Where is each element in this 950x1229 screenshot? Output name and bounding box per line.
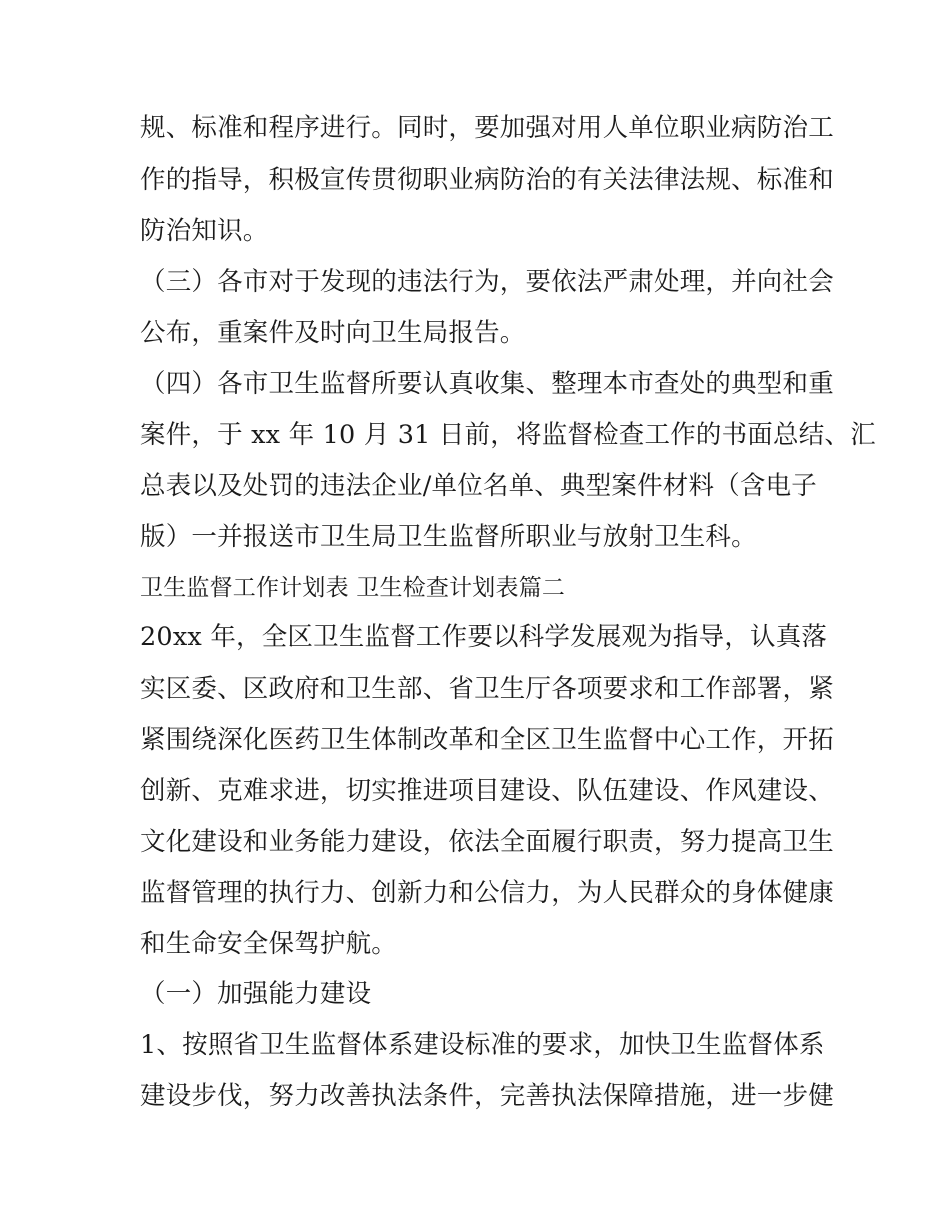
text-line: 作的指导，积极宣传贯彻职业病防治的有关法律法规、标准和 [140,165,834,195]
text-line: 紧围绕深化医药卫生体制改革和全区卫生监督中心工作，开拓 [140,725,834,755]
text-line: 公布，重案件及时向卫生局报告。 [140,318,526,348]
text-line: （三）各市对于发现的违法行为，要依法严肃处理，并向社会 [140,267,834,297]
text-line: 实区委、区政府和卫生部、省卫生厅各项要求和工作部署，紧 [140,674,834,704]
text-line: 版）一并报送市卫生局卫生监督所职业与放射卫生科。 [140,522,757,552]
text-line: 和生命安全保驾护航。 [140,929,398,959]
text-line: 20xx 年，全区卫生监督工作要以科学发展观为指导，认真落 [140,622,828,652]
text-line: 防治知识。 [140,216,269,246]
text-line: 1、按照省卫生监督体系建设标准的要求，加快卫生监督体系 [140,1030,825,1060]
text-line: 文化建设和业务能力建设，依法全面履行职责，努力提高卫生 [140,827,834,857]
text-line: 案件，于 xx 年 10 月 31 日前，将监督检查工作的书面总结、汇 [140,420,876,450]
text-line: 建设步伐，努力改善执法条件，完善执法保障措施，进一步健 [140,1081,834,1111]
text-line: 监督管理的执行力、创新力和公信力，为人民群众的身体健康 [140,878,834,908]
subheading: （一）加强能力建设 [140,979,372,1009]
text-line: 规、标准和程序进行。同时，要加强对用人单位职业病防治工 [140,113,834,143]
text-line: 创新、克难求进，切实推进项目建设、队伍建设、作风建设、 [140,776,834,806]
section-title: 卫生监督工作计划表 卫生检查计划表篇二 [140,575,566,601]
text-line: （四）各市卫生监督所要认真收集、整理本市查处的典型和重 [140,369,834,399]
text-line: 总表以及处罚的违法企业/单位名单、典型案件材料（含电子 [140,471,817,501]
